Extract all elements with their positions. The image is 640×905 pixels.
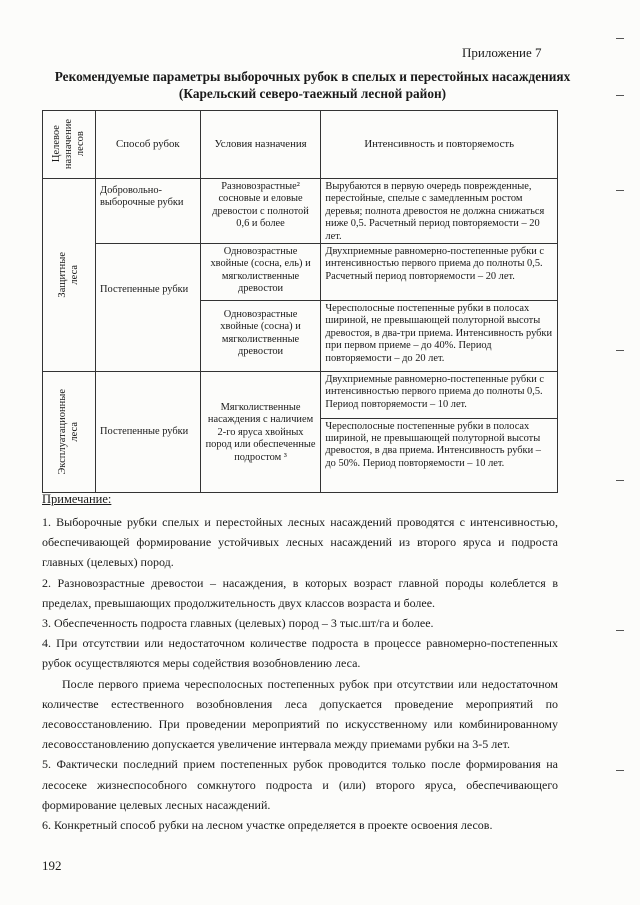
note-4-continuation: После первого приема чересполосных постепенных рубок при отсутствии или недостаточном количестве естественного возобновления леса допускается проведение мероприятий по лесовосстановлению. При проведении мероприятий по искусственному или комбинированному лесовосстановлению допускается увеличение интервала между приемами рубки на 3-5 лет. — [42, 676, 558, 752]
appendix-label: Приложение 7 — [462, 45, 542, 60]
note-6: 6. Конкретный способ рубки на лесном участке определяется в проекте освоения лесов. — [42, 818, 493, 833]
header-method: Способ рубок — [96, 111, 201, 179]
header-conditions: Условия назначения — [200, 111, 321, 179]
note-2: 2. Разновозрастные древостои – насаждения, в которых возраст главной породы колеблется в пределах, превышающих продолжительность двух классов возраста и более. — [42, 575, 558, 610]
page-number: 192 — [42, 858, 62, 873]
row3-conditions: Одновозрастные хвойные (сосна) и мягколиственные древостои — [200, 301, 321, 372]
table-row — [43, 372, 558, 419]
note-3: 3. Обеспеченность подроста главных (целевых) пород – 3 тыс.шт/га и более. — [42, 616, 434, 631]
row1-intensity: Вырубаются в первую очередь поврежденные, перестойные, спелые с замедленным ростом деревья; полнота древостоя не должна снижаться ниже 0,5. Расчетный период повторяемости – 20 лет. — [321, 179, 558, 244]
notes-list — [42, 512, 558, 835]
row4-method: Постепенные рубки — [96, 372, 201, 493]
scan-margin-mark — [616, 350, 624, 351]
scan-margin-mark — [616, 770, 624, 771]
row4-intensity: Двухприемные равномерно-постепенные рубки с интенсивностью первого приема до полноты 0,5. Период повторяемости – 10 лет. — [321, 372, 558, 419]
header-purpose: Целевое назначение лесов — [43, 111, 96, 179]
note-5: 5. Фактически последний прием постепенных рубок проводится только после формирования на лесосеке жизнеспособного сомкнутого подроста и (или) второго яруса, обеспечивающего формирование целевых лесных насаждений. — [42, 757, 558, 812]
note-1: 1. Выборочные рубки спелых и перестойных лесных насаждений проводятся с интенсивностью, обеспечивающей формирование устойчивых лесных насаждений из второго яруса и подроста главных (целевых) пород. — [42, 515, 558, 570]
header-intensity: Интенсивность и повторяемость — [321, 111, 558, 179]
group-exploitation: Эксплуатационные леса — [43, 372, 96, 493]
notes-heading: Примечание: — [42, 492, 112, 506]
group-protective: Защитные леса — [43, 179, 96, 372]
row1-method: Добровольно-выборочные рубки — [96, 179, 201, 244]
felling-parameters-table — [42, 110, 558, 493]
scan-margin-mark — [616, 95, 624, 96]
table-row — [43, 179, 558, 244]
row3-intensity: Чересполосные постепенные рубки в полосах шириной, не превышающей полуторной высоты древостоя, в два-три приема. Интенсивность рубки при первом приеме – до 40%. Период повторяемости – до 20 лет. — [321, 301, 558, 372]
title-line-2: (Карельский северо-таежный лесной район) — [178, 86, 447, 101]
scan-margin-mark — [616, 630, 624, 631]
row1-conditions: Разновозрастные² сосновые и еловые древостои с полнотой 0,6 и более — [200, 179, 321, 244]
title-line-1: Рекомендуемые параметры выборочных рубок в спелых и перестойных насаждениях — [54, 69, 571, 84]
table-header-row — [43, 111, 558, 179]
table-row — [43, 244, 558, 301]
document-title — [30, 68, 595, 102]
row2-intensity: Двухприемные равномерно-постепенные рубки с интенсивностью первого приема до полноты 0,5. Расчетный период повторяемости – 20 лет. — [321, 244, 558, 301]
note-4: 4. При отсутствии или недостаточном количестве подроста в процессе равномерно-постепенных рубок осуществляются меры содействия возобновлению леса. — [42, 636, 558, 671]
row2-method: Постепенные рубки — [96, 244, 201, 372]
row5-intensity: Чересполосные постепенные рубки в полосах шириной, не превышающей полуторной высоты древостоя, в два приема. Интенсивность рубки – до 50%. Период повторяемости – 10 лет. — [321, 418, 558, 492]
scan-margin-mark — [616, 480, 624, 481]
row4-conditions: Мягколиственные насаждения с наличием 2-го яруса хвойных пород или обеспеченные подростом ³ — [200, 372, 321, 493]
row2-conditions: Одновозрастные хвойные (сосна, ель) и мягколиственные древостои — [200, 244, 321, 301]
scan-margin-mark — [616, 38, 624, 39]
scan-margin-mark — [616, 190, 624, 191]
